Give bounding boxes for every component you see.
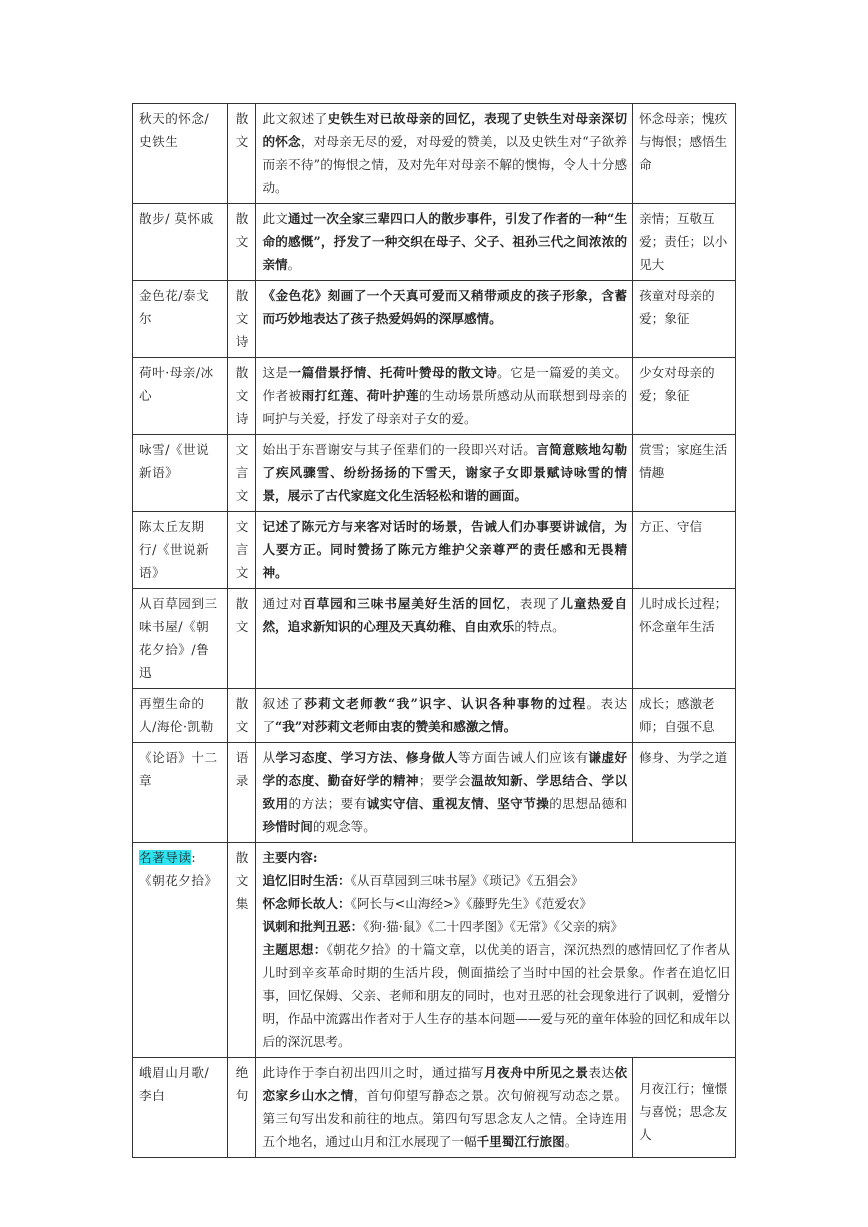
emphasis-text: 珍惜时间 <box>262 819 313 834</box>
work-title-cell: 咏雪/《世说新语》 <box>133 435 228 512</box>
theme-cell: 修身、为学之道 <box>633 743 736 843</box>
text-segment: ；要学会 <box>418 773 472 788</box>
genre-cell: 散文 <box>227 689 256 743</box>
colon-text: : <box>191 850 197 865</box>
text-segment: 表达 <box>588 1065 615 1080</box>
genre-cell: 文言文 <box>227 512 256 589</box>
book-content-cell <box>256 843 736 1058</box>
emphasis-text: 追忆旧时生活： <box>262 873 351 888</box>
emphasis-text: 雨打红莲、荷叶护莲 <box>301 388 419 403</box>
text-segment: 从 <box>262 750 276 765</box>
emphasis-text: 儿童热爱自然，追求新知识的心理及天真幼稚、自由欢乐 <box>262 596 628 634</box>
text-segment: ，对母亲无尽的爱，对母爱的赞美，以及史铁生对“子欲养而亲不待”的悔恨之情，及对先年对母亲不解的懊悔，令人十分感动。 <box>262 134 628 195</box>
text-segment: 的思想品德和 <box>549 796 628 811</box>
description-cell <box>256 204 633 281</box>
text-segment: 。它是一篇爱的美文。作者被 <box>262 365 628 403</box>
text-segment: 。 <box>564 1134 578 1149</box>
genre-cell: 语录 <box>227 743 256 843</box>
text-segment: 这是 <box>262 365 289 380</box>
table-row <box>133 435 736 512</box>
work-title-cell: 峨眉山月歌/李白 <box>133 1058 228 1158</box>
genre-cell: 文言文 <box>227 435 256 512</box>
theme-cell: 成长；感激老师；自强不息 <box>633 689 736 743</box>
emphasis-text: 百草园和三味书屋美好生活的回忆 <box>303 596 507 611</box>
table-row <box>133 204 736 281</box>
text-segment: 《朝花夕拾》的十篇文章，以优美的语言，深沉热烈的感情回忆了作者从儿时到辛亥革命时期的生活片段，侧面描绘了当时中国的社会景象。作者在追忆旧事，回忆保姆、父亲、老师和朋友的同时，也对丑恶的社会现象进行了讽刺，爱憎分明，作品中流露出作者对于人生存的基本问题——爱与死的童年体验的回忆和成年以后的深沉思考。 <box>262 942 730 1049</box>
description-cell <box>256 104 633 204</box>
emphasis-text: 讽刺和批判丑恶： <box>262 919 364 934</box>
text-segment: ，首句仰望写静态之景。次句俯视写动态之景。第三句写出发和前往的地点。第四句写思念友人之情。全诗连用五个地名，通过山月和江水展现了一幅 <box>262 1088 628 1149</box>
text-segment: 始出于东晋谢安与其子侄辈们的一段即兴对话。 <box>262 442 537 457</box>
description-cell <box>256 358 633 435</box>
content-line <box>262 869 730 892</box>
text-segment: 《从百草园到三味书屋》《琐记》《五猖会》 <box>350 873 584 888</box>
table-row <box>133 843 736 1058</box>
theme-cell: 怀念母亲；愧疚与悔恨；感悟生命 <box>633 104 736 204</box>
emphasis-text: 一篇借景抒情、托荷叶赞母的散文诗 <box>288 365 498 380</box>
content-line <box>262 938 730 1053</box>
genre-cell: 散文 <box>227 589 256 689</box>
emphasis-text: “我”对莎莉文老师由衷的赞美和感激之情。 <box>275 719 517 734</box>
genre-cell: 绝句 <box>227 1058 256 1158</box>
text-segment: 。表达了 <box>262 696 628 734</box>
emphasis-text: 主题思想： <box>262 942 327 957</box>
work-title-cell: 从百草园到三味书屋/《朝花夕拾》/鲁迅 <box>133 589 228 689</box>
emphasis-text: 温故知新、学思结合、学以致用 <box>262 773 628 811</box>
text-segment: 的特点。 <box>514 619 565 634</box>
theme-cell: 少女对母亲的爱；象征 <box>633 358 736 435</box>
emphasis-text: 诚实守信、重视友情、坚守节操 <box>366 796 550 811</box>
text-segment: 叙述了 <box>262 696 305 711</box>
genre-cell: 散文 <box>227 204 256 281</box>
highlighted-label: 名著导读 <box>139 850 192 865</box>
emphasis-text: 言简意赅地勾勒了疾风骤雪、纷纷扬扬的下雪天，谢家子女即景赋诗咏雪的情景，展示了古代家庭文化生活轻松和谐的画面。 <box>262 442 628 503</box>
table-row <box>133 104 736 204</box>
emphasis-text: 主要内容: <box>262 850 318 865</box>
emphasis-text: 千里蜀江行旅图 <box>476 1134 565 1149</box>
theme-cell: 方正、守信 <box>633 512 736 589</box>
description-cell <box>256 743 633 843</box>
emphasis-text: 月夜舟中所见之景 <box>484 1065 589 1080</box>
genre-cell: 散文诗 <box>227 358 256 435</box>
theme-cell: 儿时成长过程；怀念童年生活 <box>633 589 736 689</box>
theme-cell: 赏雪；家庭生活情趣 <box>633 435 736 512</box>
text-segment: ，表现了 <box>506 596 561 611</box>
text-segment: 的方法；要有 <box>288 796 367 811</box>
emphasis-text: 学习态度、学习方法、修身做人 <box>275 750 459 765</box>
genre-cell: 散文集 <box>227 843 256 1058</box>
text-segment: 通过对 <box>262 596 304 611</box>
genre-cell: 散文诗 <box>227 281 256 358</box>
table-row <box>133 1058 736 1158</box>
work-title-cell: 荷叶·母亲/冰心 <box>133 358 228 435</box>
emphasis-text: 依恋家乡山水之情 <box>262 1065 628 1103</box>
work-title-cell: 散步/ 莫怀戚 <box>133 204 228 281</box>
text-segment: 《狗·猫·鼠》《二十四孝图》《无常》《父亲的病》 <box>363 919 624 934</box>
text-segment: 等方面告诫人们应该有 <box>458 750 589 765</box>
description-cell <box>256 281 633 358</box>
emphasis-text: 怀念师长故人： <box>262 896 351 911</box>
table-row <box>133 743 736 843</box>
text-segment: 。 <box>287 257 301 272</box>
table-row <box>133 589 736 689</box>
text-segment: 此诗作于李白初出四川之时，通过描写 <box>262 1065 485 1080</box>
table-row <box>133 358 736 435</box>
text-segment: 《阿长与<山海经>》《藤野先生》《范爱农》 <box>350 896 593 911</box>
text-segment: 此文 <box>262 211 288 226</box>
emphasis-text: 《金色花》刻画了一个天真可爱而又稍带顽皮的孩子形象，含蓄而巧妙地表达了孩子热爱妈妈的深厚感情。 <box>262 288 628 326</box>
text-segment: 的观念等。 <box>312 819 376 834</box>
emphasis-text: 记述了陈元方与来客对话时的场景，告诫人们办事要讲诚信，为人要方正。同时赞扬了陈元方维护父亲尊严的责任感和无畏精神。 <box>262 519 628 580</box>
description-cell <box>256 589 633 689</box>
theme-cell: 亲情；互敬互爱；责任；以小见大 <box>633 204 736 281</box>
work-title-cell: 陈太丘友期行/《世说新语》 <box>133 512 228 589</box>
book-title-text: 《朝花夕拾》 <box>139 873 218 888</box>
description-cell <box>256 689 633 743</box>
content-line <box>262 915 730 938</box>
table-body <box>133 104 736 1158</box>
text-segment: 此文叙述了 <box>262 111 328 126</box>
work-title-cell: 秋天的怀念/史铁生 <box>133 104 228 204</box>
literature-table <box>132 103 736 1158</box>
table-row <box>133 281 736 358</box>
work-title-cell <box>133 843 228 1058</box>
text-segment: 的生动场景所感动从而联想到母亲的呵护与关爱，抒发了母亲对子女的爱。 <box>262 388 628 426</box>
content-line <box>262 846 730 869</box>
description-cell <box>256 1058 633 1158</box>
work-title-cell: 金色花/泰戈尔 <box>133 281 228 358</box>
content-line <box>262 892 730 915</box>
genre-cell: 散文 <box>227 104 256 204</box>
work-title-cell: 再塑生命的人/海伦·凯勒 <box>133 689 228 743</box>
description-cell <box>256 435 633 512</box>
emphasis-text: 通过一次全家三辈四口人的散步事件，引发了作者的一种“生命的感慨”，抒发了一种交织在母子、父子、祖孙三代之间浓浓的亲情 <box>262 211 628 272</box>
theme-cell: 孩童对母亲的爱；象征 <box>633 281 736 358</box>
work-title-cell: 《论语》十二章 <box>133 743 228 843</box>
table-row <box>133 689 736 743</box>
emphasis-text: 史铁生对已故母亲的回忆，表现了史铁生对母亲深切的怀念 <box>262 111 628 149</box>
emphasis-text: 谦虚好学的态度、勤奋好学的精神 <box>262 750 628 788</box>
theme-cell: 月夜江行；憧憬与喜悦；思念友人 <box>633 1058 736 1158</box>
description-cell <box>256 512 633 589</box>
table-row <box>133 512 736 589</box>
emphasis-text: 莎莉文老师教“我”识字、认识各种事物的过程 <box>304 696 587 711</box>
